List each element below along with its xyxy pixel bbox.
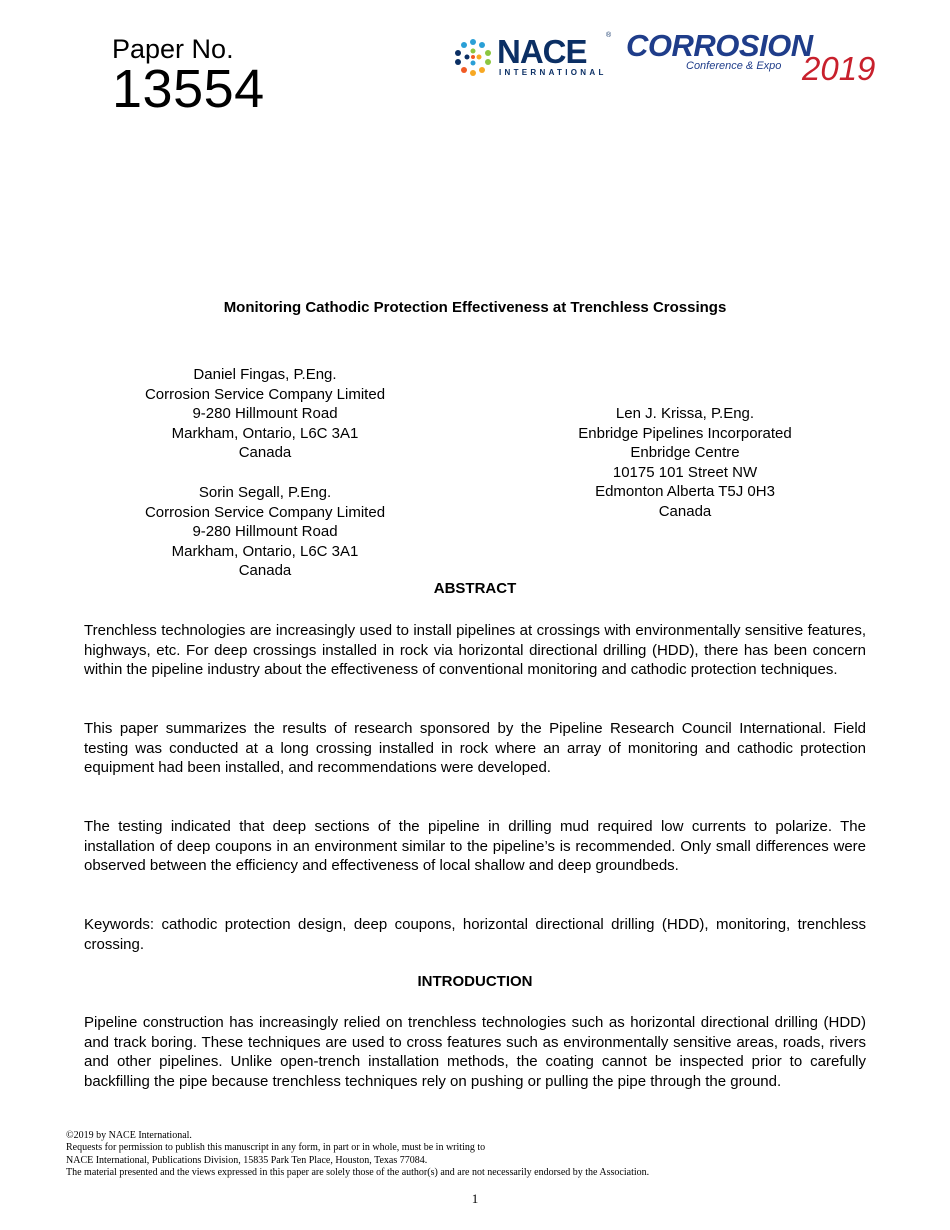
footer-line: ©2019 by NACE International. (66, 1130, 192, 1141)
nace-globe-icon (452, 36, 494, 78)
conference-year: 2019 (802, 50, 876, 87)
author-country: Canada (238, 444, 292, 462)
author-building: Enbridge Centre (630, 444, 740, 462)
author-street: 10175 101 Street NW (612, 463, 758, 481)
footer-line: The material presented and the views expressed in this paper are solely those of the author(s) and are not necessarily endorsed by the Association. (66, 1166, 650, 1178)
paper-number-block (112, 34, 312, 119)
paper-number: 13554 (112, 59, 265, 119)
author-street: 9-280 Hillmount Road (192, 523, 338, 541)
author-company: Corrosion Service Company Limited (144, 385, 386, 403)
page-number: 1 (471, 1191, 479, 1206)
author-block-fingas (105, 365, 425, 463)
abstract-heading: ABSTRACT (433, 580, 517, 597)
author-country: Canada (658, 502, 712, 520)
author-country: Canada (238, 562, 292, 580)
author-company: Enbridge Pipelines Incorporated (578, 424, 792, 442)
keywords-paragraph: Keywords: cathodic protection design, deep coupons, horizontal directional drilling (HDD), monitoring, trenchless crossing. (84, 916, 866, 953)
author-city: Edmonton Alberta T5J 0H3 (595, 483, 775, 501)
author-company: Corrosion Service Company Limited (144, 503, 386, 521)
author-street: 9-280 Hillmount Road (192, 405, 338, 423)
copyright-footer (66, 1130, 886, 1179)
introduction-paragraph: Pipeline construction has increasingly relied on trenchless technologies such as horizontal directional drilling (HDD) and track boring. These techniques are used to cross features such as environmentally sensitive areas, roads, rivers and other pipelines. Unlike open-trench installation methods, the coating cannot be inspected prior to carefully backfilling the pipe because trenchless techniques rely on pushing or pulling the pipe through the ground. (84, 1014, 866, 1090)
introduction-heading: INTRODUCTION (417, 973, 533, 990)
author-block-segall (105, 483, 425, 581)
author-city: Markham, Ontario, L6C 3A1 (171, 424, 359, 442)
author-block-krissa (525, 404, 845, 522)
corrosion-wordmark: CORROSION (626, 28, 813, 63)
corrosion-2019-logo (626, 30, 882, 88)
abstract-paragraph: This paper summarizes the results of research sponsored by the Pipeline Research Council International. Field testing was conducted at a long crossing installed in rock where an array of monitoring and cathodic protection equipment had been installed, and recommendations were developed. (84, 720, 866, 777)
paper-title: Monitoring Cathodic Protection Effectiveness at Trenchless Crossings (223, 299, 727, 316)
nace-logo (452, 34, 620, 80)
author-name: Len J. Krissa, P.Eng. (615, 405, 755, 422)
paper-label: Paper No. (112, 34, 234, 64)
author-name: Daniel Fingas, P.Eng. (193, 366, 337, 383)
footer-line: Requests for permission to publish this manuscript in any form, in part or in whole, must be in writing to (66, 1142, 486, 1154)
author-city: Markham, Ontario, L6C 3A1 (171, 542, 359, 560)
nace-subtitle: INTERNATIONAL (499, 68, 607, 77)
registered-mark: ® (606, 32, 612, 39)
nace-wordmark: NACE (497, 33, 587, 70)
abstract-paragraph: Trenchless technologies are increasingly used to install pipelines at crossings with environmentally sensitive features, highways, etc. For deep crossings installed in rock via horizontal directional drilling (HDD), there has been concern within the pipeline industry about the effectiveness of conventional monitoring and cathodic protection techniques. (84, 622, 866, 679)
footer-line: NACE International, Publications Division, 15835 Park Ten Place, Houston, Texas 77084. (66, 1154, 428, 1166)
author-name: Sorin Segall, P.Eng. (198, 484, 332, 501)
conference-expo-label: Conference & Expo (686, 60, 782, 72)
abstract-paragraph: The testing indicated that deep sections of the pipeline in drilling mud required low currents to polarize. The installation of deep coupons in an environment similar to the pipeline’s is recommended. Only small differences were observed between the efficiency and effectiveness of local shallow and deep groundbeds. (84, 818, 866, 875)
